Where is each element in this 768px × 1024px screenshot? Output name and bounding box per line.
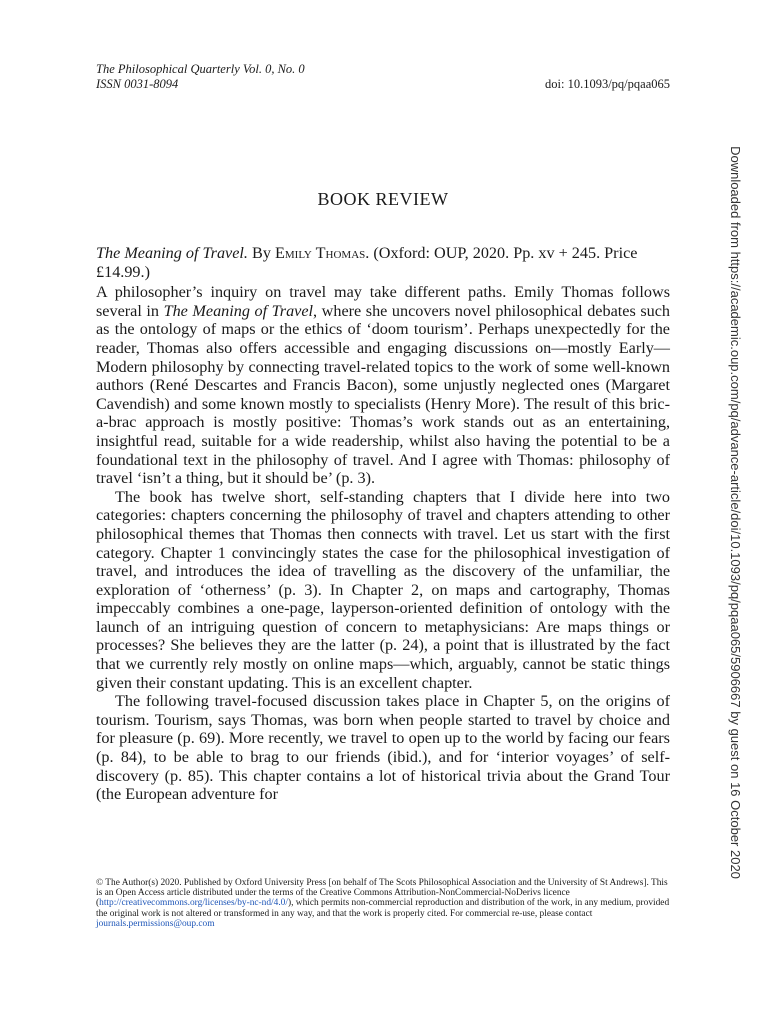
page-header: [96, 62, 670, 92]
citation-details: . (Oxford: OUP, 2020. Pp. xv + 245. Price £14.99.): [96, 244, 638, 281]
copyright-footer: [96, 878, 670, 929]
citation-by: By: [247, 244, 275, 262]
journal-name: The Philosophical Quarterly Vol. 0, No. 0: [96, 62, 305, 76]
book-title-inline: The Meaning of Travel: [163, 301, 314, 320]
permissions-email-link[interactable]: journals.permissions@oup.com: [96, 918, 215, 929]
article-body: [96, 244, 670, 804]
footer-text: © The Author(s) 2020. Published by Oxford University Press [on behalf of The Scots Philosophical Association and the University of St Andrews]. This is an Open Access article distributed under the terms of the Creative Commons Attribution-NonCommercial-NoDerivs licence (: [96, 878, 668, 909]
issn: ISSN 0031-8094: [96, 77, 179, 91]
book-citation: [96, 244, 670, 281]
book-author: Emily Thomas: [274, 244, 366, 262]
paragraph: [96, 283, 670, 488]
doi-link[interactable]: doi: 10.1093/pq/pqaa065: [545, 77, 670, 91]
download-watermark: [720, 145, 750, 879]
paragraph: The following travel-focused discussion takes place in Chapter 5, on the origins of tourism. Tourism, says Thomas, was born when people started to travel by choice and for pleasure (p. 69). More recently, we travel to open up to the world by facing our fears (p. 84), to be able to brag to our friends (ibid.), and for ‘interior voyages’ of self-discovery (p. 85). This chapter contains a lot of historical trivia about the Grand Tour (the European adventure for: [96, 692, 670, 804]
paragraph-text: A philosopher’s inquiry on travel may take different paths. Emily Thomas follows several in: [96, 283, 670, 320]
download-note: Downloaded from https://academic.oup.com/pq/advance-article/doi/10.1093/pq/pqaa065/5906667 by guest on 16 October 2020: [727, 145, 743, 879]
book-title: The Meaning of Travel.: [96, 244, 248, 262]
license-link[interactable]: http://creativecommons.org/licenses/by-nc-nd/4.0/: [99, 898, 288, 909]
paragraph: The book has twelve short, self-standing chapters that I divide here into two categories: chapters concerning the philosophy of travel and chapters attending to other philosophical themes that Thomas then connects with travel. Let us start with the first category. Chapter 1 convincingly states the case for the philosophical investigation of travel, and introduces the idea of travelling as the discovery of the unfamiliar, the exploration of ‘otherness’ (p. 3). In Chapter 2, on maps and cartography, Thomas impeccably combines a one-page, layperson-oriented definition of ontology with the launch of an intriguing question of concern to metaphysicians: Are maps things or processes? She believes they are the latter (p. 24), a point that is illustrated by the fact that we currently rely mostly on online maps—which, arguably, cannot be static things given their constant updating. This is an excellent chapter.: [96, 487, 670, 692]
paragraph-text: , where she uncovers novel philosophical debates such as the ontology of maps or the ethics of ‘doom tourism’. Perhaps unexpectedly for the reader, Thomas also offers accessible and engaging discussions on—mostly Early—Modern philosophy by connecting travel-related topics to the work of some well-known authors (René Descartes and Francis Bacon), some unjustly neglected ones (Margaret Cavendish) and some known mostly to specialists (Henry More). The result of this bric-a-brac approach is mostly positive: Thomas’s work stands out as an entertaining, insightful read, suitable for a wide readership, whilst also having the potential to be a foundational text in the philosophy of travel. And I agree with Thomas: philosophy of travel ‘isn’t a thing, but it should be’ (p. 3).: [96, 301, 670, 488]
section-title: BOOK REVIEW: [317, 189, 449, 209]
footer-text: ), which permits non-commercial reproduction and distribution of the work, in any medium, provided the original work is not altered or transformed in any way, and that the work is properly cited. For commercial re-use, please contact: [96, 898, 670, 919]
